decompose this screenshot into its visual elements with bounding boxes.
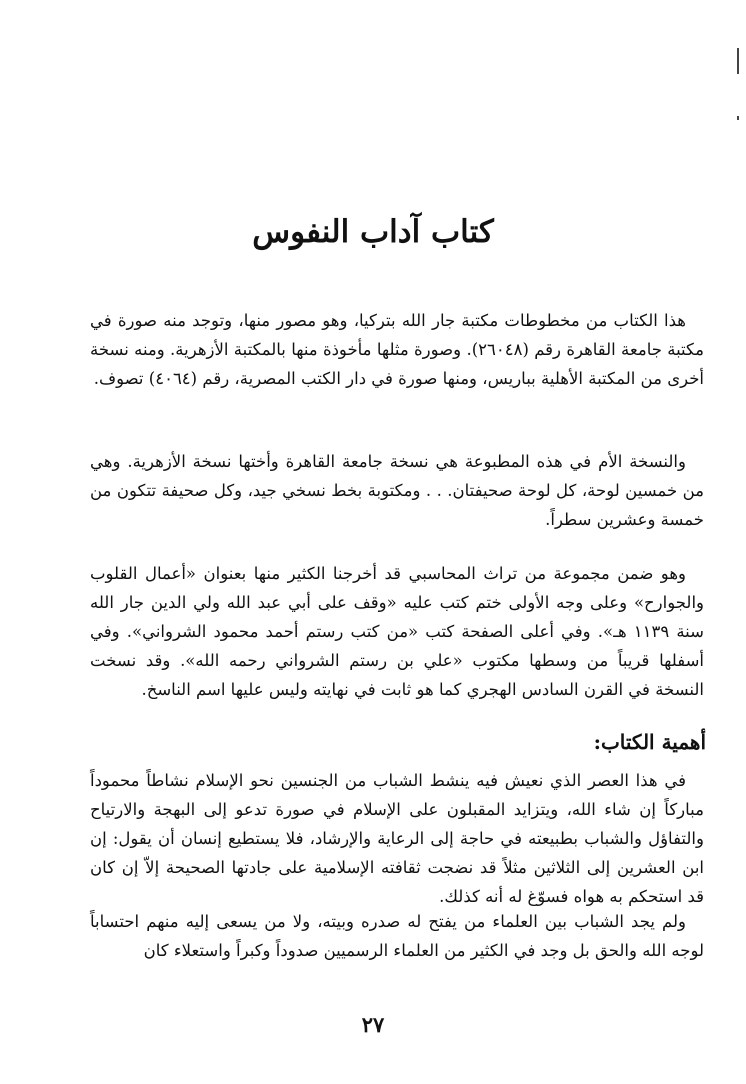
paragraph-mother-copy <box>90 447 704 534</box>
paragraph-scholars <box>90 907 704 965</box>
scan-edge-mark-middle <box>737 116 739 120</box>
paragraph-youth <box>90 766 704 911</box>
paragraph-text: ولم يجد الشباب بين العلماء من يفتح له صدره وبيته، ولا من يسعى إليه منهم احتساباً لوجه الله والحق بل وجد في الكثير من العلماء الرسميين صدوداً وكبراً واستعلاء كان <box>90 912 704 960</box>
section-heading: أهمية الكتاب: <box>593 730 706 754</box>
paragraph-text: في هذا العصر الذي نعيش فيه ينشط الشباب من الجنسين نحو الإسلام نشاطاً محموداً مباركاً إن شاء الله، ويتزايد المقبلون على الإسلام في صورة تدعو إلى البهجة والارتياح والتفاؤل والشباب بطبيعته في حاجة إلى الرعاية والإرشاد، فلا يستطيع إنسان أن يقول: إن ابن العشرين إلى الثلاثين مثلاً قد نضجت ثقافته الإسلامية على جادتها الصحيحة إلاّ إن كان قد استحكم به هواه فسوّغ له أنه كذلك. <box>90 771 704 906</box>
paragraph-collection <box>90 559 704 704</box>
paragraph-text: هذا الكتاب من مخطوطات مكتبة جار الله بتركيا، وهو مصور منها، وتوجد منه صورة في مكتبة جامعة القاهرة رقم (٢٦٠٤٨). وصورة مثلها مأخوذة منها بالمكتبة الأزهرية. ومنه نسخة أخرى من المكتبة الأهلية بباريس، ومنها صورة في دار الكتب المصرية، رقم (٤٠٦٤) تصوف. <box>90 311 704 388</box>
paragraph-manuscript-source <box>90 306 704 393</box>
paragraph-text: والنسخة الأم في هذه المطبوعة هي نسخة جامعة القاهرة وأختها نسخة الأزهرية. وهي من خمسين لوحة، كل لوحة صحيفتان. . . ومكتوبة بخط نسخي جيد، وكل صحيفة تتكون من خمسة وعشرين سطراً. <box>90 452 704 529</box>
book-title: كتاب آداب النفوس <box>252 214 494 250</box>
page-number: ٢٧ <box>361 1012 385 1037</box>
paragraph-text: وهو ضمن مجموعة من تراث المحاسبي قد أخرجنا الكثير منها بعنوان «أعمال القلوب والجوارح» وعلى وجه الأولى ختم كتب عليه «وقف على أبي عبد الله ولي الدين جار الله سنة ١١٣٩ هـ». وفي أعلى الصفحة كتب «من كتب رستم أحمد محمود الشرواني». وفي أسفلها قريباً من وسطها مكتوب «علي بن رستم الشرواني رحمه الله». وقد نسخت النسخة في القرن السادس الهجري كما هو ثابت في نهايته وليس عليها اسم الناسخ. <box>90 564 704 699</box>
scan-edge-mark-top <box>737 48 739 74</box>
